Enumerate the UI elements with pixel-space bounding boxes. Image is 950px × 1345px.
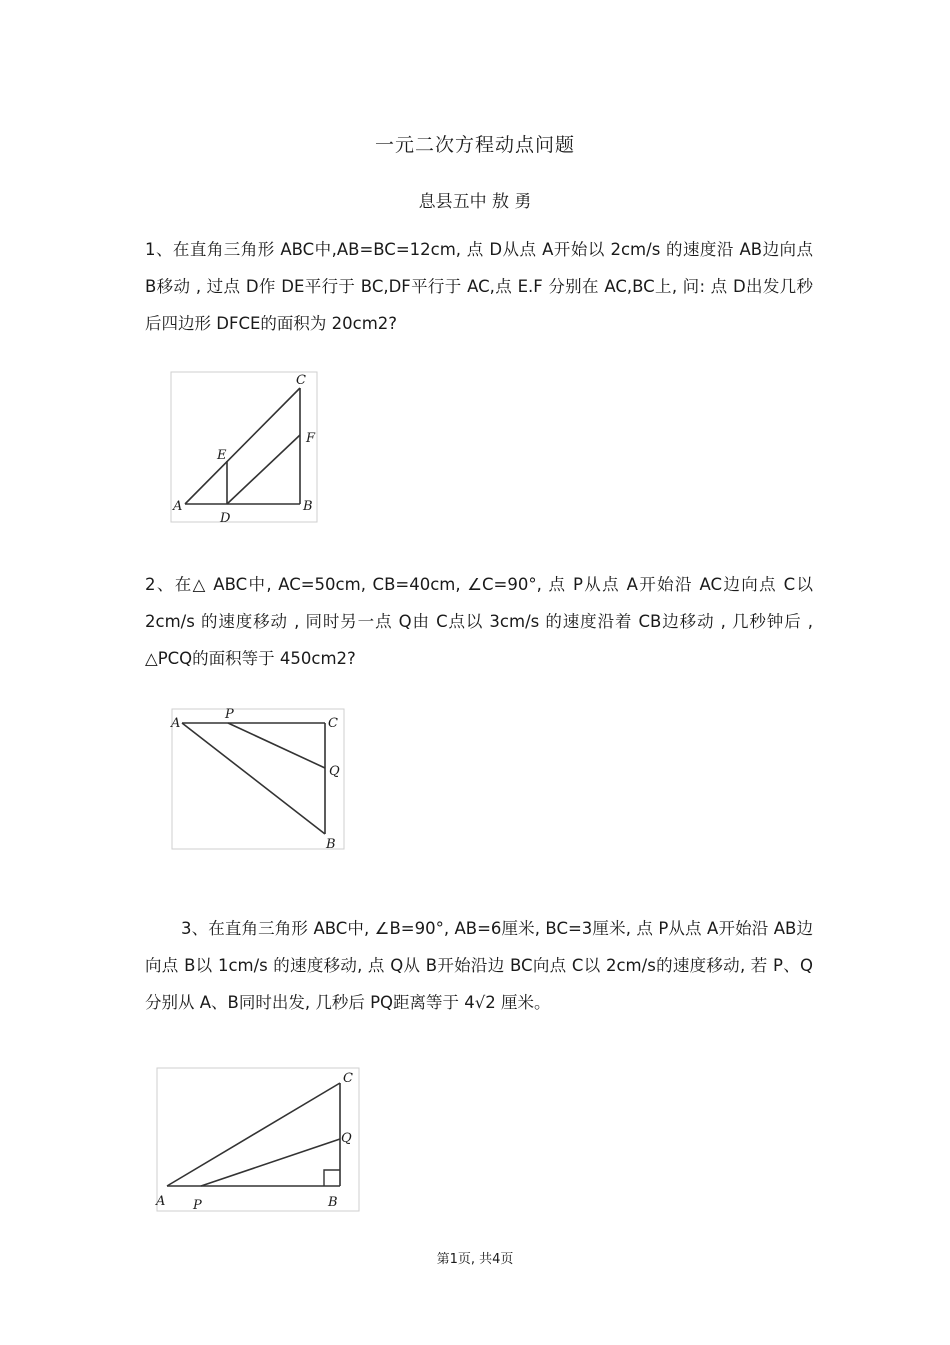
figure-1-triangle bbox=[170, 370, 320, 526]
page-title: 一元二次方程动点问题 bbox=[374, 134, 575, 156]
label-f: F bbox=[306, 431, 316, 446]
segment-df bbox=[227, 435, 300, 504]
figure-3-triangle bbox=[155, 1066, 365, 1216]
label-a: A bbox=[173, 499, 183, 514]
label-e: E bbox=[217, 448, 227, 463]
label-d: D bbox=[220, 511, 231, 526]
label-b: B bbox=[303, 499, 313, 514]
segment-ac bbox=[167, 1083, 340, 1186]
segment-ac bbox=[185, 388, 300, 504]
label-c: C bbox=[343, 1071, 353, 1086]
segment-pq bbox=[201, 1139, 340, 1186]
figure-2-triangle bbox=[170, 706, 348, 852]
label-a: A bbox=[171, 716, 181, 731]
label-q: Q bbox=[329, 764, 340, 779]
author-line: 息县五中 敖 勇 bbox=[418, 192, 532, 212]
label-q: Q bbox=[341, 1131, 352, 1146]
label-p: P bbox=[225, 707, 234, 722]
problem-3-text: 3、在直角三角形 ABC中, ∠B=90°, AB=6厘米, BC=3厘米, 点 P从点 A开始沿 AB边向点 B以 1cm/s 的速度移动, 点 Q从 B开始沿边 BC向点 C以 2cm/s的速度移动, 若 P、Q分别从 A、B同时出发, 几秒后 PQ距离等于 4√2 厘米。 bbox=[145, 919, 813, 1012]
figure-1-frame bbox=[171, 372, 317, 522]
problem-1-text: 1、在直角三角形 ABC中,AB=BC=12cm, 点 D从点 A开始以 2cm/s 的速度沿 AB边向点 B移动 , 过点 D作 DE平行于 BC,DF平行于 AC,点 E.F 分别在 AC,BC上, 问: 点 D出发几秒后四边形 DFCE的面积为 20cm2? bbox=[145, 240, 813, 333]
problem-2-text: 2、在△ ABC中, AC=50cm, CB=40cm, ∠C=90°, 点 P从点 A开始沿 AC边向点 C以 2cm/s 的速度移动 , 同时另一点 Q由 C点以 3cm/s 的速度沿着 CB边移动 , 几秒钟后 , △PCQ的面积等于 450cm2? bbox=[145, 575, 813, 668]
label-c: C bbox=[328, 716, 338, 731]
label-p: P bbox=[193, 1198, 202, 1213]
label-b: B bbox=[326, 837, 336, 852]
right-angle-mark bbox=[324, 1170, 340, 1186]
segment-ab bbox=[182, 723, 325, 834]
segment-pq bbox=[228, 723, 325, 768]
page-footer: 第1页, 共4页 bbox=[436, 1252, 514, 1267]
label-a: A bbox=[156, 1194, 166, 1209]
label-c: C bbox=[296, 373, 306, 388]
label-b: B bbox=[328, 1195, 338, 1210]
